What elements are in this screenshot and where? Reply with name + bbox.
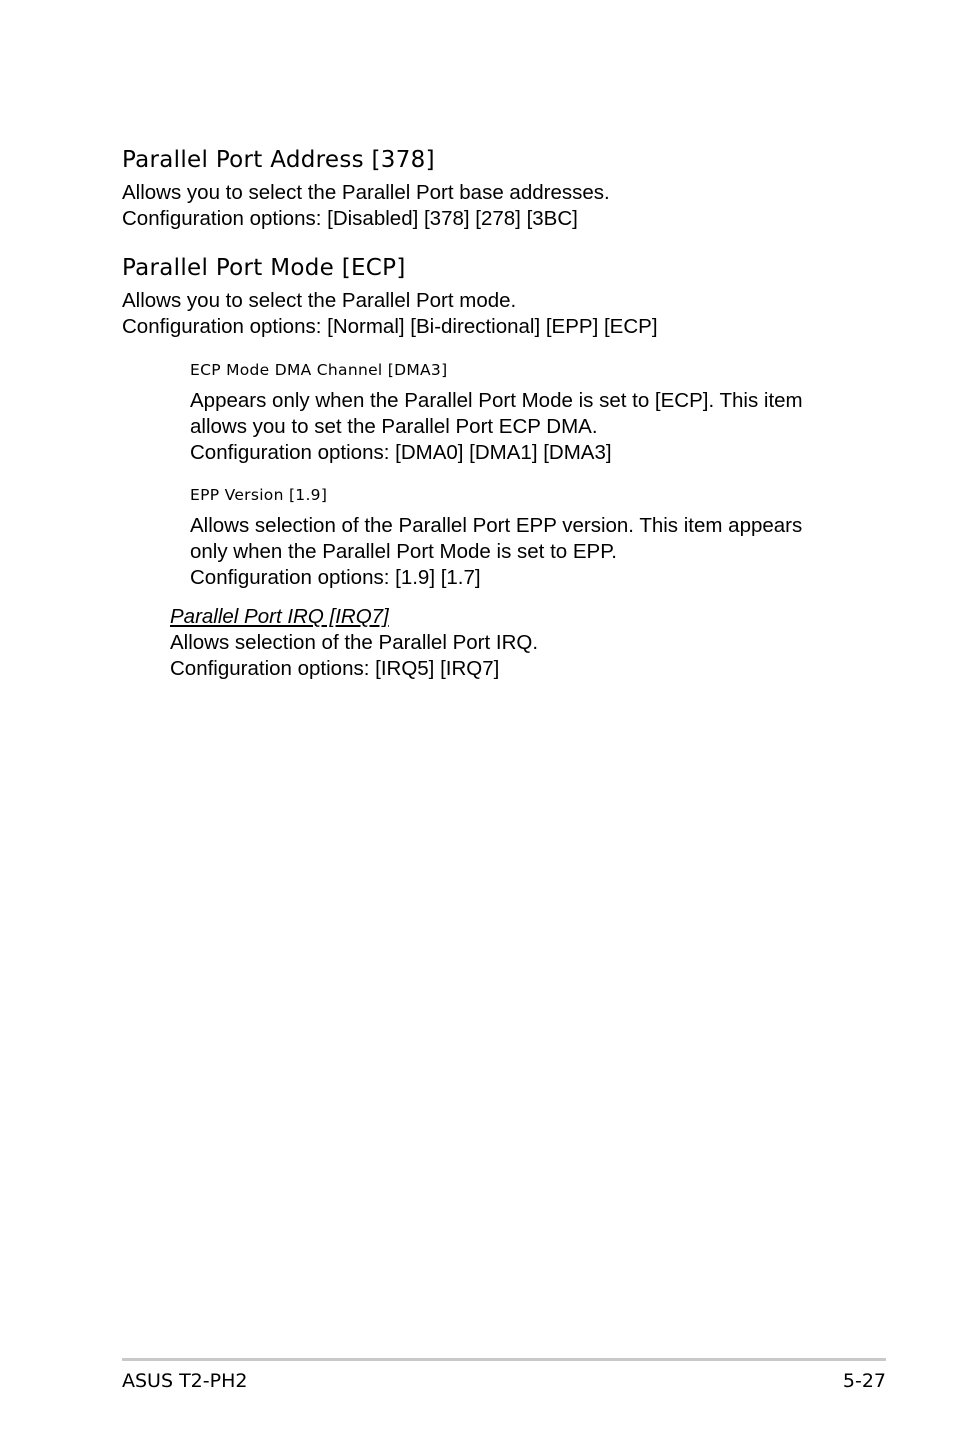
body-line: Allows you to select the Parallel Port mode. [122,289,517,312]
item-title-parallel-port-irq: Parallel Port IRQ [IRQ7] [170,605,389,628]
item-parallel-port-irq [170,604,538,682]
body-line: Allows you to select the Parallel Port base addresses. [122,181,610,204]
body-line: Configuration options: [DMA0] [DMA1] [DMA3] [190,441,612,464]
body-line: only when the Parallel Port Mode is set to EPP. [190,540,617,563]
body-line: Configuration options: [1.9] [1.7] [190,566,481,589]
subsection-body-ecp-dma-channel [190,388,803,466]
body-line: Configuration options: [Disabled] [378] [278] [3BC] [122,207,578,230]
section-heading-parallel-port-address: Parallel Port Address [378] [122,147,435,173]
body-line: Appears only when the Parallel Port Mode is set to [ECP]. This item [190,389,803,412]
body-line: Allows selection of the Parallel Port EPP version. This item appears [190,514,803,537]
subsection-heading-epp-version: EPP Version [1.9] [190,486,328,504]
subsection-heading-ecp-dma-channel: ECP Mode DMA Channel [DMA3] [190,361,448,379]
footer-product-name: ASUS T2-PH2 [122,1370,248,1392]
section-heading-parallel-port-mode: Parallel Port Mode [ECP] [122,255,406,281]
body-line: Configuration options: [IRQ5] [IRQ7] [170,657,500,680]
body-line: Configuration options: [Normal] [Bi-directional] [EPP] [ECP] [122,315,658,338]
subsection-body-epp-version [190,513,802,591]
body-line: allows you to set the Parallel Port ECP DMA. [190,415,598,438]
footer-divider [122,1358,886,1361]
footer-page-number: 5-27 [842,1370,886,1392]
section-body-parallel-port-mode [122,288,658,340]
body-line: Allows selection of the Parallel Port IRQ. [170,631,539,654]
section-body-parallel-port-address [122,180,610,232]
